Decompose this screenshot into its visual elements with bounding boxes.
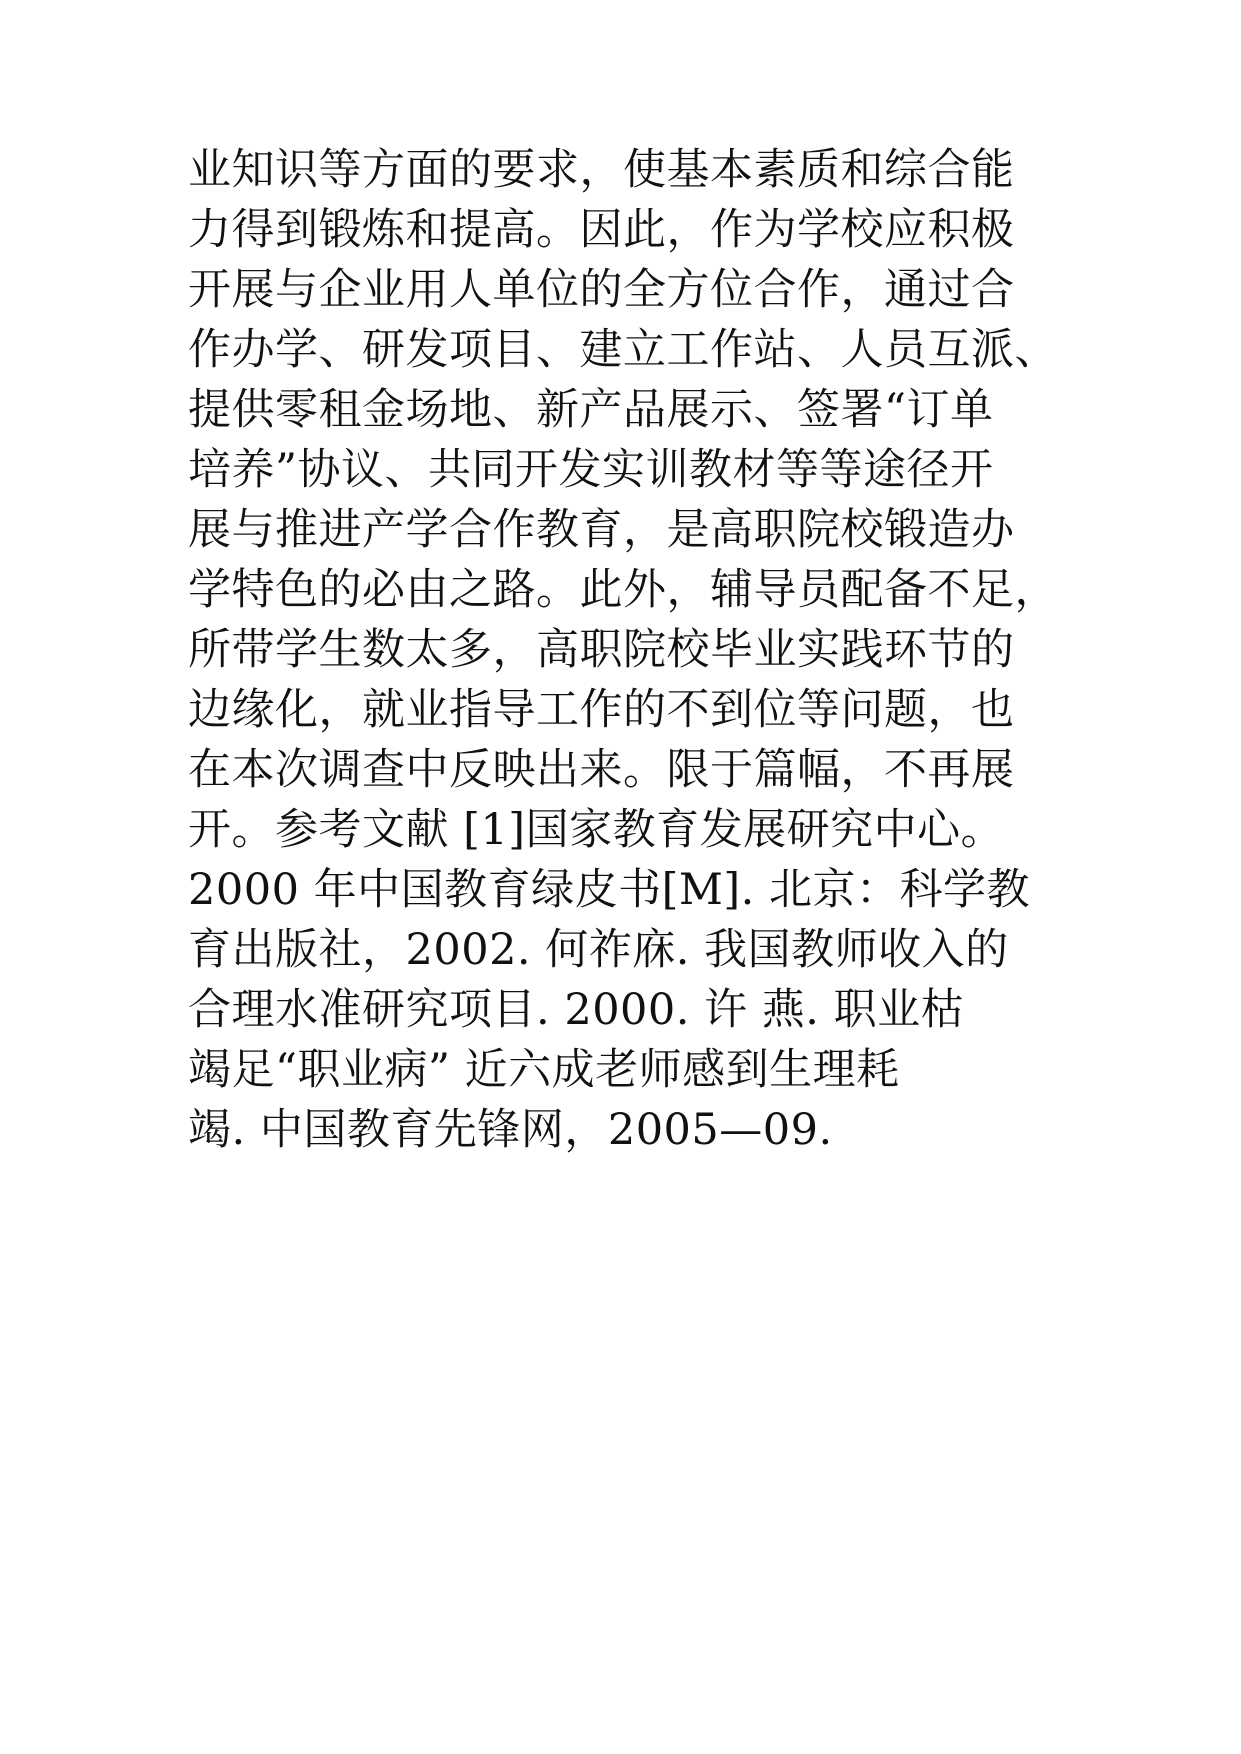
text-line: 力得到锻炼和提高。因此，作为学校应积极: [188, 205, 1015, 255]
text-line: 作办学、研发项目、建立工作站、人员互派、: [188, 325, 1058, 375]
text-line: 育出版社，2002. 何祚庥. 我国教师收入的: [188, 925, 1009, 975]
text-line: 业知识等方面的要求，使基本素质和综合能: [188, 145, 1015, 195]
text-line: 展与推进产学合作教育，是高职院校锻造办: [188, 505, 1015, 555]
text-line: 竭足“职业病” 近六成老师感到生理耗: [188, 1045, 900, 1095]
text-line: 开展与企业用人单位的全方位合作，通过合: [188, 265, 1015, 315]
text-line: 边缘化，就业指导工作的不到位等问题，也: [188, 685, 1015, 735]
text-line: 开。参考文献 [1]国家教育发展研究中心。: [188, 805, 1005, 855]
text-line: 培养”协议、共同开发实训教材等等途径开: [188, 445, 994, 495]
text-line: 学特色的必由之路。此外，辅导员配备不足，: [188, 565, 1058, 615]
text-line: 竭. 中国教育先锋网，2005—09.: [188, 1105, 833, 1155]
text-line: 提供零租金场地、新产品展示、签署“订单: [188, 385, 994, 435]
text-line: 所带学生数太多，高职院校毕业实践环节的: [188, 625, 1015, 675]
text-line: 合理水准研究项目. 2000. 许 燕. 职业枯: [188, 985, 965, 1035]
text-line: 2000 年中国教育绿皮书[M]. 北京：科学教: [188, 865, 1031, 915]
body-paragraph: [188, 140, 1068, 1160]
text-line: 在本次调查中反映出来。限于篇幅，不再展: [188, 745, 1015, 795]
